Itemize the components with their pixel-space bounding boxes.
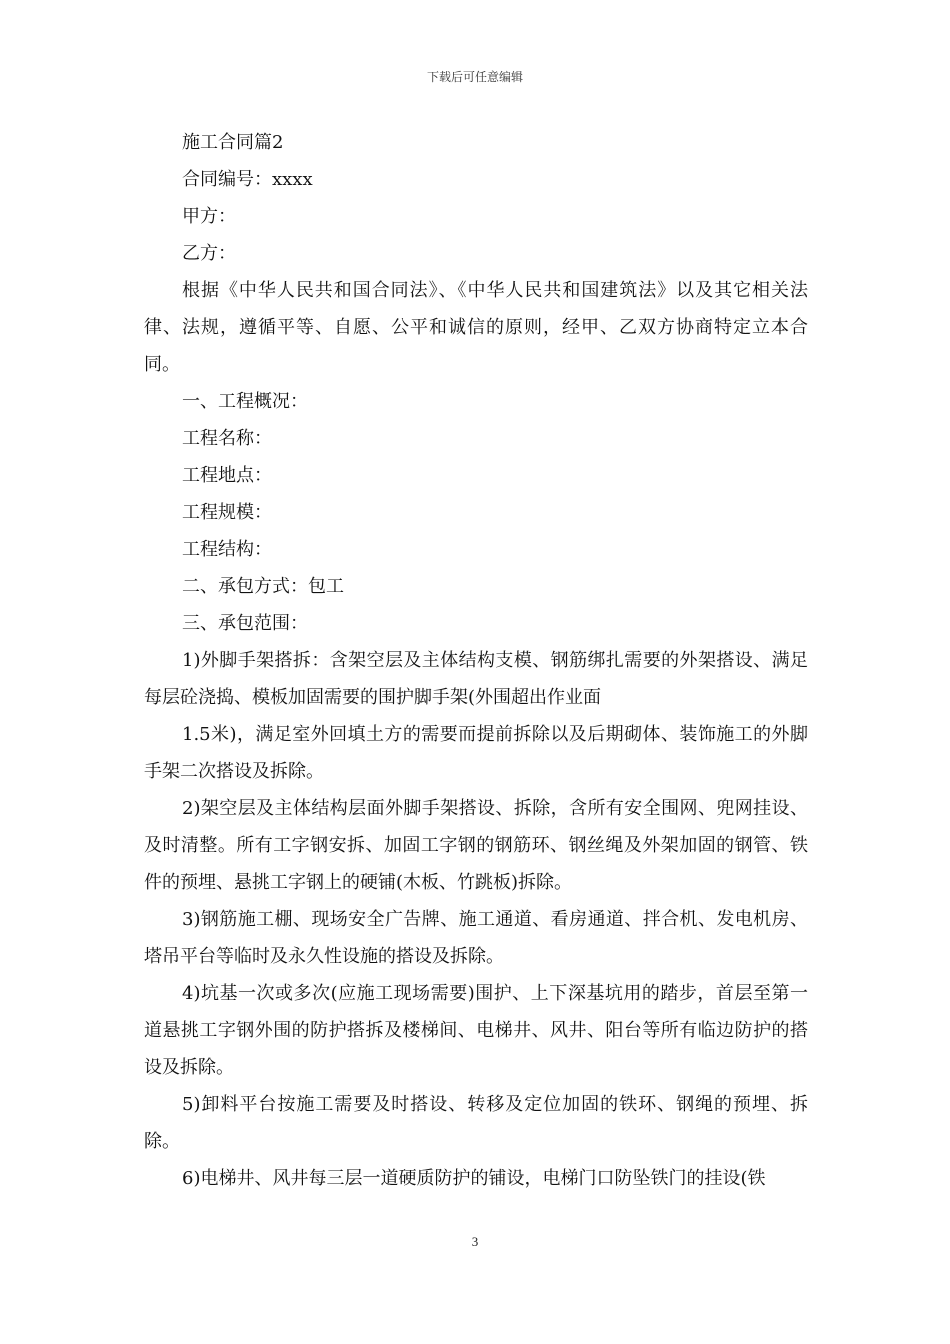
contract-number: 合同编号：xxxx bbox=[182, 169, 313, 190]
project-name: 工程名称： bbox=[182, 428, 272, 449]
heading-contract-method: 二、承包方式：包工 bbox=[182, 576, 344, 597]
page-number: 3 bbox=[471, 1234, 479, 1249]
project-location: 工程地点： bbox=[182, 465, 272, 486]
scope-item-3: 3)钢筋施工棚、现场安全广告牌、施工通道、看房通道、拌合机、发电机房、塔吊平台等临时及永久性设施的搭设及拆除。 bbox=[144, 909, 808, 967]
heading-contract-scope: 三、承包范围： bbox=[182, 613, 308, 634]
scope-item-1-continued: 1.5米)，满足室外回填土方的需要而提前拆除以及后期砌体、装饰施工的外脚手架二次搭设及拆除。 bbox=[144, 724, 808, 782]
project-structure: 工程结构： bbox=[182, 539, 272, 560]
scope-item-1: 1)外脚手架搭拆：含架空层及主体结构支模、钢筋绑扎需要的外架搭设、满足每层砼浇捣、模板加固需要的围护脚手架(外围超出作业面 bbox=[144, 650, 808, 708]
heading-project-overview: 一、工程概况： bbox=[182, 391, 308, 412]
scope-item-6: 6)电梯井、风井每三层一道硬质防护的铺设，电梯门口防坠铁门的挂设(铁 bbox=[182, 1168, 766, 1189]
document-body bbox=[144, 124, 808, 1197]
section-title: 施工合同篇2 bbox=[182, 132, 284, 153]
preamble-paragraph: 根据《中华人民共和国合同法》、《中华人民共和国建筑法》以及其它相关法律、法规，遵循平等、自愿、公平和诚信的原则，经甲、乙双方协商特定立本合同。 bbox=[144, 280, 808, 375]
scope-item-2: 2)架空层及主体结构层面外脚手架搭设、拆除，含所有安全围网、兜网挂设、及时清整。所有工字钢安拆、加固工字钢的钢筋环、钢丝绳及外架加固的钢管、铁件的预埋、悬挑工字钢上的硬铺(木板、竹跳板)拆除。 bbox=[144, 798, 808, 893]
scope-item-5: 5)卸料平台按施工需要及时搭设、转移及定位加固的铁环、钢绳的预埋、拆除。 bbox=[144, 1094, 808, 1152]
page-header: 下载后可任意编辑 bbox=[426, 70, 523, 84]
scope-item-4: 4)坑基一次或多次(应施工现场需要)围护、上下深基坑用的踏步，首层至第一道悬挑工字钢外围的防护搭拆及楼梯间、电梯井、风井、阳台等所有临边防护的搭设及拆除。 bbox=[144, 983, 808, 1078]
party-b: 乙方： bbox=[182, 243, 236, 264]
party-a: 甲方： bbox=[182, 206, 236, 227]
project-scale: 工程规模： bbox=[182, 502, 272, 523]
